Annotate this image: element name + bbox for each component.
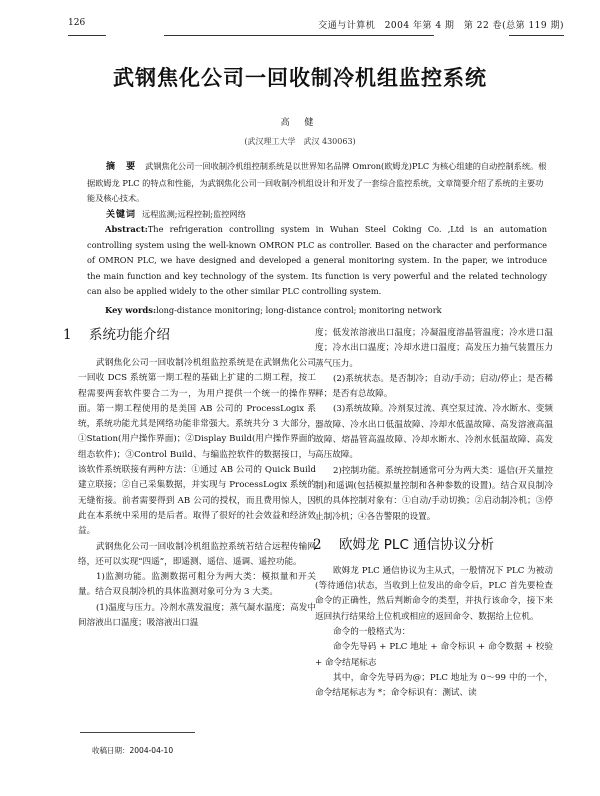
paragraph: (3)系统故障。冷剂泵过流、真空泵过流、冷水断水、变频器故障、冷水出口低温故障、冷却水低温故障、高发溶液高温故障、熔晶管高温故障、冷却水断水、冷剂水低温故障、高发高压故障。: [315, 404, 553, 461]
paragraph: 命令的一般格式为：: [333, 627, 411, 638]
received-date: 收稿日期：2004-04-10: [92, 746, 174, 755]
section-heading-1: 1 系统功能介绍: [63, 327, 170, 343]
page-number: 126: [68, 18, 86, 28]
paragraph: 武钢焦化公司一回收制冷机组监控系统若结合远程传输网络，还可以实现“四遥”，即遥测、遥信、遥调、遥控功能。: [78, 541, 316, 567]
keywords-en-label: Key words:: [105, 304, 157, 315]
paragraph: 1)监测功能。监测数据可粗分为两大类：模拟量和开关量。结合双良制冷机的具体监测对象可分为 3 大类。: [78, 572, 316, 598]
paragraph: 2)控制功能。系统控制通常可分为两大类：遥信(开关量控制)和遥调(包括模拟量控制和各种参数的设置)。结合双良制冷机的具体控制对象有：①自动/手动切换；②启动制冷机；③停止制冷机；④各告警限的设置。: [315, 465, 553, 522]
header-rule: [164, 35, 434, 36]
section-heading-2: 2 欧姆龙 PLC 通信协议分析: [313, 536, 495, 553]
paragraph: 欧姆龙 PLC 通信协议为主从式，一般情况下 PLC 为被动(等待通信)状态，当收到上位发出的命令后，PLC 首先要检查命令的正确性，然后判断命令的类型，并执行该命令，接下来返回执行结果给上位机或相应的返回命令、数据给上位机。: [315, 565, 553, 622]
keywords-en-text: long-distance monitoring; long-distance control; monitoring network: [156, 304, 442, 315]
keywords-text: 远程监测;远程控制;监控网络: [142, 208, 246, 219]
abstract-en-text: The refrigeration controlling system in Wuhan Steel Coking Co. ,Ltd is an automation controlling system using the well-known OMRON PLC as controller. Based on the character and performance of OMRON PLC, we have designed and developed a general monitoring system. In the paper, we introduce the main function and key technology of the system. Its function is very powerful and the related technology can also be applied widely to the other similar PLC controlling system.: [87, 224, 547, 296]
paragraph: (1)温度与压力。冷剂水蒸发温度；蒸气凝水温度；高发中间溶液出口温度；吸溶液出口温: [78, 602, 316, 629]
affiliation: (武汉理工大学 武汉 430063): [244, 137, 356, 146]
footnote-rule: [80, 732, 195, 733]
abstract-chinese: [87, 159, 547, 223]
abstract-label: 摘 要: [106, 162, 140, 172]
keywords-label: 关键词: [106, 209, 137, 220]
abstract-en-label: Abstract:: [105, 224, 148, 234]
paragraph: 其中，命令先导码为@；PLC 地址为 0～99 中的一个，命令结尾标志为 *；命令标识有：测试、读: [315, 672, 553, 699]
running-header: [68, 18, 564, 38]
abstract-english: [87, 222, 547, 318]
header-rule: [509, 35, 564, 36]
header-rule: [68, 35, 106, 36]
author: 高 健: [280, 118, 320, 128]
paragraph: 度；低发浓溶液出口温度；冷凝温度溶晶管温度；冷水进口温度；冷水出口温度；冷却水进口温度；高发压力抽气装置压力蒸气压力。: [315, 328, 553, 369]
paragraph: 命令先导码 + PLC 地址 + 命令标识 + 命令数据 + 校验 + 命令结尾标志: [315, 642, 553, 668]
article-title: 武钢焦化公司一回收制冷机组监控系统: [113, 65, 487, 90]
paragraph: 武钢焦化公司一回收制冷机组监控系统是在武钢焦化公司一回收 DCS 系统第一期工程的基础上扩建的二期工程，按工程需要两套软件要合二为一，为用户提供一个统一的操作界面。第一期工程使用的是美国 AB 公司的 ProcessLogix 系统，系统功能尤其是网络功能非常强大。系统共分 3 大部分，①Station(用户操作界面)；②Display Build(用户操作界面的组态软件)；③Control Build、与编监控软件的数据接口，与该软件系统联接有两种方法：①通过 AB 公司的 Quick Build 建立联接；②自己采集数据，并实现与 ProcessLogix 系统的无缝衔接。前者需要得到 AB 公司的授权，而且费用惊人，因此在本系统中采用的是后者。取得了很好的社会效益和经济效益。: [78, 358, 316, 537]
journal-info: 交通与计算机 2004 年第 4 期 第 22 卷(总第 119 期): [318, 21, 564, 31]
paragraph: (2)系统状态。是否制冷；自动/手动；启动/停止；是否稀释；是否有总故障。: [315, 373, 553, 400]
left-column: [63, 326, 316, 631]
right-column: [315, 326, 553, 702]
abstract-text: 武钢焦化公司一回收制冷机组控制系统是以世界知名品牌 Omron(欧姆龙)PLC 为核心组建的自动控制系统。根据欧姆龙 PLC 的特点和性能，为武钢焦化公司一回收制冷机组设计和开发了一套综合监控系统，文章简要介绍了系统的主要功能及核心技术。: [87, 161, 547, 203]
